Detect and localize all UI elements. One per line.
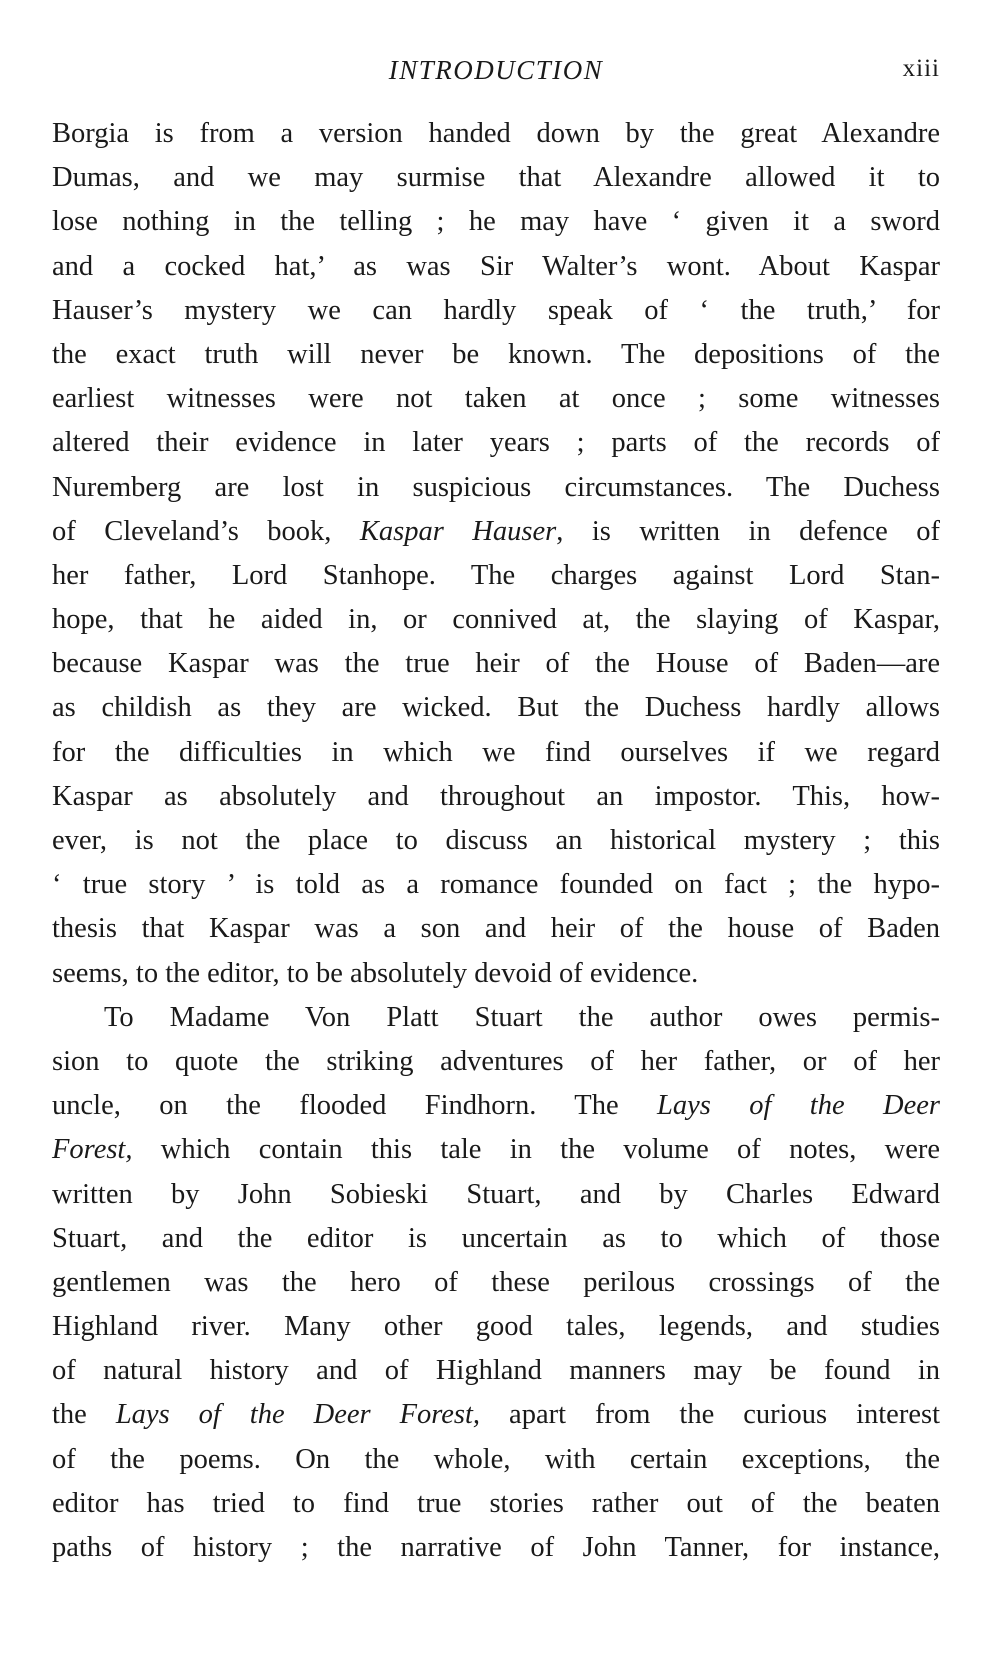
text-segment: , is written in defence of	[556, 515, 940, 547]
running-title: INTRODUCTION	[388, 55, 604, 85]
text-line	[52, 1482, 940, 1526]
text-segment: ‘ true story ’ is told as a romance founded on fact ; the hypo-	[52, 869, 940, 901]
text-segment: and a cocked hat,’ as was Sir Walter’s wont. About Kaspar	[52, 250, 940, 282]
text-segment: To Madame Von Platt Stuart the author owes permis-	[104, 1001, 940, 1033]
text-segment: hope, that he aided in, or connived at, the slaying of Kaspar,	[52, 604, 940, 636]
text-segment: the	[52, 1399, 116, 1431]
text-segment: sion to quote the striking adventures of her father, or of her	[52, 1045, 940, 1077]
text-line	[52, 952, 940, 996]
text-line	[52, 1305, 940, 1349]
page-number: xiii	[902, 55, 940, 82]
text-line	[52, 377, 940, 421]
text-segment: written by John Sobieski Stuart, and by Charles Edward	[52, 1178, 940, 1210]
text-segment: gentlemen was the hero of these perilous crossings of the	[52, 1266, 940, 1298]
text-segment: editor has tried to find true stories rather out of the beaten	[52, 1487, 940, 1519]
text-segment: Kaspar as absolutely and throughout an impostor. This, how-	[52, 780, 940, 812]
text-segment: altered their evidence in later years ; parts of the records of	[52, 427, 940, 459]
text-segment: for the difficulties in which we find ourselves if we regard	[52, 736, 940, 768]
text-segment: Hauser’s mystery we can hardly speak of ‘ the truth,’ for	[52, 294, 940, 326]
text-segment: thesis that Kaspar was a son and heir of the house of Baden	[52, 913, 940, 945]
text-segment: earliest witnesses were not taken at once ; some witnesses	[52, 383, 940, 415]
text-line	[52, 333, 940, 377]
text-segment: uncle, on the flooded Findhorn. The	[52, 1090, 658, 1122]
text-line	[52, 731, 940, 775]
text-segment: Stuart, and the editor is uncertain as to which of those	[52, 1222, 940, 1254]
text-line	[52, 156, 940, 200]
text-line	[52, 245, 940, 289]
text-line	[52, 996, 940, 1040]
text-line	[52, 289, 940, 333]
text-line	[52, 1084, 940, 1128]
text-line	[52, 421, 940, 465]
text-line	[52, 200, 940, 244]
text-segment: Nuremberg are lost in suspicious circumstances. The Duchess	[52, 471, 940, 503]
text-segment: which contain this tale in the volume of notes, were	[132, 1134, 940, 1166]
text-line	[52, 1526, 940, 1570]
text-segment: of Cleveland’s book,	[52, 515, 360, 547]
text-segment: of natural history and of Highland manners may be found in	[52, 1355, 940, 1387]
text-line	[52, 1040, 940, 1084]
body-text	[52, 112, 940, 1570]
text-segment: of the poems. On the whole, with certain exceptions, the	[52, 1443, 940, 1475]
text-segment: because Kaspar was the true heir of the House of Baden—are	[52, 648, 940, 680]
text-line	[52, 819, 940, 863]
text-segment: seems, to the editor, to be absolutely devoid of evidence.	[52, 957, 699, 989]
text-segment: Highland river. Many other good tales, legends, and studies	[52, 1311, 940, 1343]
text-line	[52, 1438, 940, 1482]
text-line	[52, 112, 940, 156]
text-line	[52, 1217, 940, 1261]
text-segment: lose nothing in the telling ; he may have ‘ given it a sword	[52, 206, 940, 238]
text-segment: Dumas, and we may surmise that Alexandre allowed it to	[52, 162, 940, 194]
text-line	[52, 1349, 940, 1393]
text-segment: her father, Lord Stanhope. The charges against Lord Stan-	[52, 559, 940, 591]
text-segment: ever, is not the place to discuss an historical mystery ; this	[52, 825, 940, 856]
running-head	[52, 55, 940, 89]
italic-text-segment: Kaspar Hauser	[359, 515, 557, 547]
text-segment: paths of history ; the narrative of John Tanner, for instance,	[52, 1532, 940, 1563]
text-line	[52, 554, 940, 598]
italic-text-segment: Forest,	[52, 1134, 133, 1166]
text-line	[52, 510, 940, 554]
italic-text-segment: Lays of the Deer	[657, 1090, 940, 1122]
text-segment: Borgia is from a version handed down by the great Alexandre	[52, 118, 940, 149]
text-line	[52, 466, 940, 510]
text-line	[52, 1261, 940, 1305]
text-line	[52, 1393, 940, 1437]
text-line	[52, 642, 940, 686]
text-line	[52, 598, 940, 642]
italic-text-segment: Lays of the Deer Forest,	[115, 1399, 481, 1431]
text-line	[52, 1128, 940, 1172]
text-segment: the exact truth will never be known. The depositions of the	[52, 338, 940, 370]
text-line	[52, 686, 940, 730]
text-segment: apart from the curious interest	[480, 1399, 940, 1431]
text-line	[52, 1173, 940, 1217]
text-segment: as childish as they are wicked. But the Duchess hardly allows	[52, 692, 940, 724]
text-line	[52, 775, 940, 819]
text-line	[52, 907, 940, 951]
text-line	[52, 863, 940, 907]
